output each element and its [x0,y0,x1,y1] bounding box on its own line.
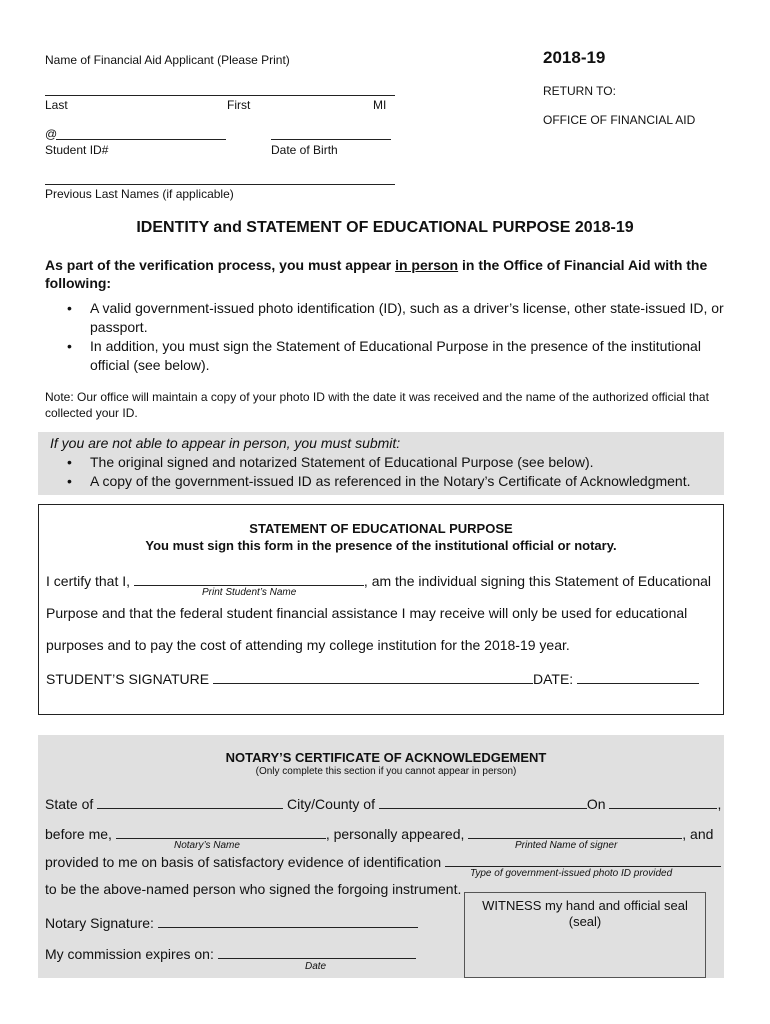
notary-signature-line: Notary Signature: [45,913,418,931]
student-id-field[interactable] [56,139,226,140]
print-name-caption: Print Student’s Name [202,587,297,598]
note-text: Note: Our office will maintain a copy of your photo ID with the date it was received and the name of the authorized official that collected your ID. [45,390,709,420]
list-item: • The original signed and notarized Statement of Educational Purpose (see below). [45,453,725,472]
intro-list [45,299,725,375]
signature-line: STUDENT’S SIGNATURE DATE: [46,669,699,687]
form-year: 2018-19 [543,48,606,67]
list-item: • A valid government-issued photo identification (ID), such as a driver’s license, other state-issued ID, or passport. [45,299,725,337]
not-in-person-heading: If you are not able to appear in person, you must submit: [50,435,401,451]
seal-box [464,892,706,978]
above-named-line: to be the above-named person who signed the forgoing instrument. [45,881,462,897]
student-date-field[interactable] [577,669,699,684]
dob-field[interactable] [271,139,391,140]
state-field[interactable] [97,794,283,809]
at-symbol: @ [45,127,58,141]
county-field[interactable] [379,794,587,809]
intro-text: As part of the verification process, you must appear in person in the Office of Financial Aid with the following: [45,257,708,291]
before-me-line: before me, , personally appeared, , and [45,826,714,842]
last-name-label: Last [45,98,68,112]
middle-initial-label: MI [373,98,387,112]
previous-names-field[interactable] [45,184,395,185]
on-date-field[interactable] [609,794,717,809]
applicant-name-field[interactable] [45,95,395,96]
student-name-field[interactable] [134,571,364,586]
witness-text: WITNESS my hand and official seal [482,898,688,913]
dob-label: Date of Birth [271,143,338,157]
notary-box [38,735,724,978]
commission-line: My commission expires on: [45,944,416,962]
student-id-label: Student ID# [45,143,109,157]
statement-line-3: purposes and to pay the cost of attending my college institution for the 2018-19 year. [46,637,570,653]
commission-date-caption: Date [305,961,327,972]
signer-name-field[interactable] [468,824,682,839]
notary-name-field[interactable] [116,824,326,839]
notary-name-caption: Notary’s Name [174,840,240,851]
office-label: OFFICE OF FINANCIAL AID [543,113,696,127]
notary-subtitle: (Only complete this section if you cannot appear in person) [255,766,517,777]
id-type-caption: Type of government-issued photo ID provided [470,868,673,879]
first-name-label: First [227,98,251,112]
notary-title: NOTARY’S CERTIFICATE OF ACKNOWLEDGEMENT [225,750,547,765]
seal-text: (seal) [568,914,602,929]
certify-line: I certify that I, , am the individual signing this Statement of Educational [46,573,712,589]
statement-box [38,504,724,715]
commission-date-field[interactable] [218,944,416,959]
statement-title: STATEMENT OF EDUCATIONAL PURPOSE [249,521,513,536]
applicant-name-label: Name of Financial Aid Applicant (Please Print) [45,53,290,67]
return-to-label: RETURN TO: [543,84,616,98]
id-type-field[interactable] [445,852,721,867]
statement-line-2: Purpose and that the federal student financial assistance I may receive will only be used for educational [46,605,688,621]
list-item: • In addition, you must sign the Statement of Educational Purpose in the presence of the institutional official (see below). [45,337,725,375]
state-line: State of City/County of On , [45,796,722,812]
student-signature-field[interactable] [213,669,533,684]
list-item: • A copy of the government-issued ID as referenced in the Notary’s Certificate of Acknowledgment. [45,472,725,491]
notary-signature-field[interactable] [158,913,418,928]
not-in-person-box [38,432,724,495]
previous-names-label: Previous Last Names (if applicable) [45,187,234,201]
provided-line: provided to me on basis of satisfactory evidence of identification [45,852,721,870]
signer-name-caption: Printed Name of signer [515,840,618,851]
page-title: IDENTITY and STATEMENT OF EDUCATIONAL PURPOSE 2018-19 [136,219,634,236]
statement-subtitle: You must sign this form in the presence of the institutional official or notary. [145,538,617,553]
